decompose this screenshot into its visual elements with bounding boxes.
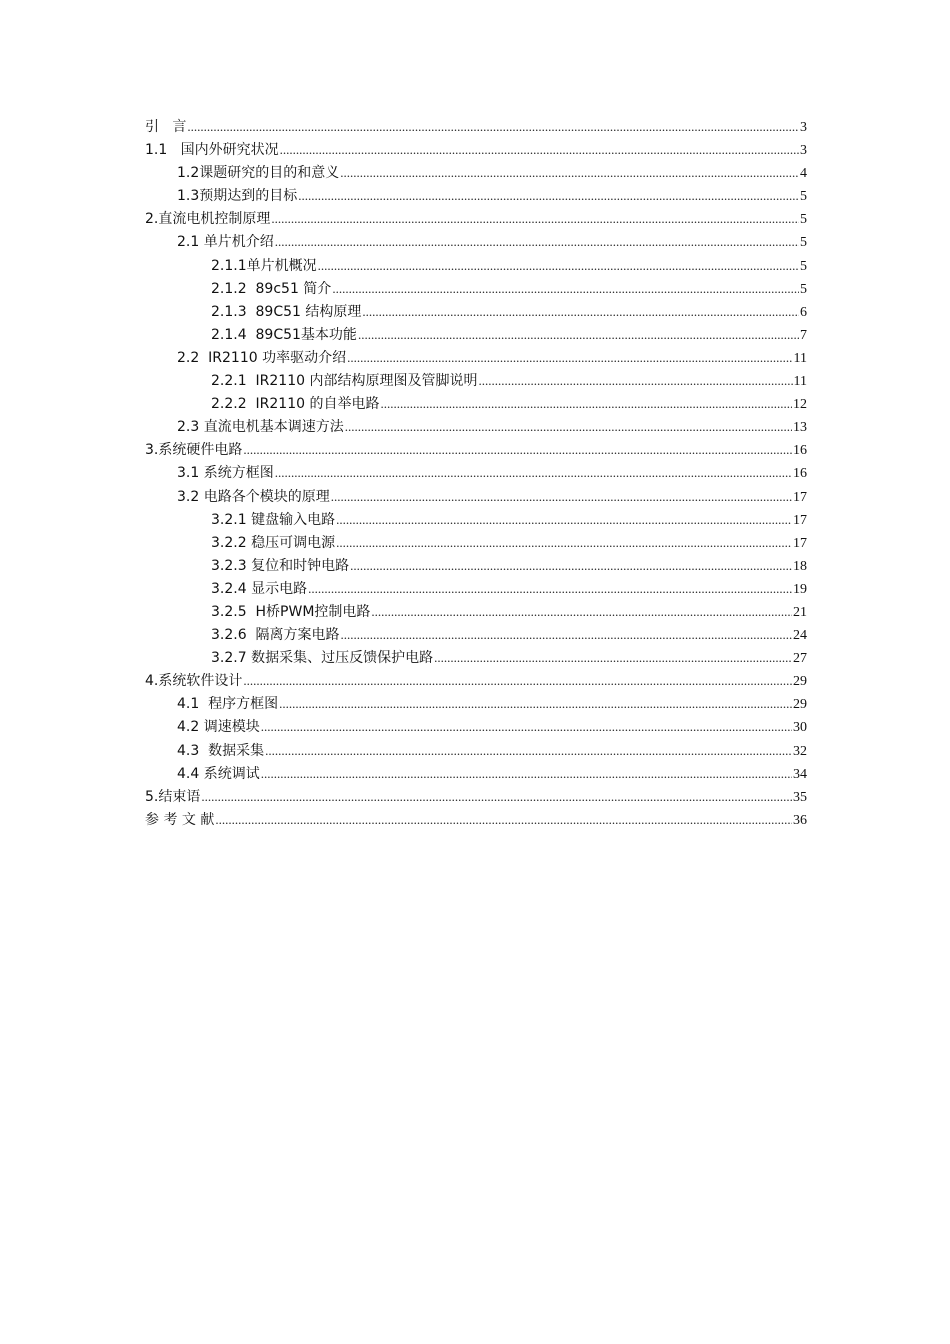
toc-dot-leader xyxy=(308,581,792,597)
toc-entry-title: 3.2.2 稳压可调电源 xyxy=(211,534,336,551)
toc-dot-leader xyxy=(380,396,792,412)
toc-dot-leader xyxy=(261,766,792,782)
toc-entry-page-number: 5 xyxy=(800,189,807,205)
toc-entry-page-number: 16 xyxy=(793,443,807,459)
toc-dot-leader xyxy=(261,719,792,735)
toc-entry[interactable] xyxy=(145,370,807,393)
toc-entry[interactable] xyxy=(145,116,807,139)
toc-entry-page-number: 17 xyxy=(793,535,807,551)
toc-entry-title: 1.2课题研究的目的和意义 xyxy=(177,165,340,182)
toc-dot-leader xyxy=(265,743,792,759)
toc-entry-title: 4.1 程序方框图 xyxy=(177,696,279,713)
toc-entry-title: 4.系统软件设计 xyxy=(145,673,243,690)
toc-dot-leader xyxy=(371,604,792,620)
toc-entry[interactable] xyxy=(145,462,807,485)
toc-entry[interactable] xyxy=(145,786,807,809)
toc-entry-title: 2.2 IR2110 功率驱动介绍 xyxy=(177,349,347,366)
toc-dot-leader xyxy=(187,119,799,135)
toc-entry-page-number: 12 xyxy=(793,397,807,413)
toc-entry-title: 2.直流电机控制原理 xyxy=(145,211,271,228)
toc-dot-leader xyxy=(340,165,799,181)
toc-dot-leader xyxy=(350,558,792,574)
toc-dot-leader xyxy=(275,234,799,250)
toc-entry-page-number: 21 xyxy=(793,604,807,620)
toc-entry-title: 3.2.5 H桥PWM控制电路 xyxy=(211,603,371,620)
toc-entry[interactable] xyxy=(145,647,807,670)
toc-entry-title: 2.2.2 IR2110 的自举电路 xyxy=(211,396,380,413)
toc-entry-title: 2.1.1单片机概况 xyxy=(211,257,317,274)
toc-entry-page-number: 5 xyxy=(800,235,807,251)
toc-dot-leader xyxy=(215,812,792,828)
toc-dot-leader xyxy=(347,350,792,366)
toc-entry-page-number: 35 xyxy=(793,789,807,805)
toc-entry-title: 1.3预期达到的目标 xyxy=(177,188,298,205)
toc-entry[interactable] xyxy=(145,255,807,278)
toc-entry[interactable] xyxy=(145,693,807,716)
toc-entry-title: 2.3 直流电机基本调速方法 xyxy=(177,419,344,436)
toc-entry-title: 3.2 电路各个模块的原理 xyxy=(177,488,330,505)
toc-dot-leader xyxy=(332,281,799,297)
toc-entry-title: 2.1.2 89c51 简介 xyxy=(211,280,332,297)
toc-entry-page-number: 17 xyxy=(793,489,807,505)
toc-entry[interactable] xyxy=(145,809,807,832)
toc-entry-page-number: 24 xyxy=(793,628,807,644)
toc-dot-leader xyxy=(280,142,799,158)
toc-entry[interactable] xyxy=(145,740,807,763)
toc-entry-page-number: 16 xyxy=(793,466,807,482)
toc-entry-page-number: 32 xyxy=(793,743,807,759)
toc-entry[interactable] xyxy=(145,185,807,208)
toc-entry-title: 4.2 调速模块 xyxy=(177,719,260,736)
toc-entry-page-number: 3 xyxy=(800,120,807,135)
toc-entry-page-number: 18 xyxy=(793,558,807,574)
toc-entry-title: 引 言 xyxy=(145,119,187,135)
toc-entry-title: 2.1.4 89C51基本功能 xyxy=(211,326,357,343)
toc-entry-page-number: 29 xyxy=(793,697,807,713)
toc-entry-page-number: 5 xyxy=(800,258,807,274)
toc-dot-leader xyxy=(341,627,792,643)
toc-entry-title: 参 考 文 献 xyxy=(145,811,215,828)
toc-entry[interactable] xyxy=(145,347,807,370)
toc-dot-leader xyxy=(243,673,792,689)
toc-entry[interactable] xyxy=(145,509,807,532)
toc-entry-title: 3.2.1 键盘输入电路 xyxy=(211,511,336,528)
toc-entry-page-number: 13 xyxy=(793,420,807,436)
toc-entry-page-number: 17 xyxy=(793,512,807,528)
toc-entry-title: 2.1.3 89C51 结构原理 xyxy=(211,303,362,320)
toc-entry-title: 5.结束语 xyxy=(145,788,201,805)
toc-entry[interactable] xyxy=(145,231,807,254)
toc-entry-title: 1.1 国内外研究状况 xyxy=(145,142,279,159)
toc-entry[interactable] xyxy=(145,763,807,786)
toc-entry-title: 2.1 单片机介绍 xyxy=(177,234,274,251)
toc-entry[interactable] xyxy=(145,324,807,347)
toc-entry-page-number: 19 xyxy=(793,581,807,597)
toc-entry-title: 3.2.4 显示电路 xyxy=(211,580,308,597)
toc-entry[interactable] xyxy=(145,416,807,439)
toc-entry-title: 3.1 系统方框图 xyxy=(177,465,274,482)
toc-dot-leader xyxy=(336,512,792,528)
toc-entry-page-number: 36 xyxy=(793,812,807,828)
toc-dot-leader xyxy=(279,696,792,712)
toc-dot-leader xyxy=(478,373,792,389)
toc-entry-page-number: 4 xyxy=(800,166,807,182)
toc-dot-leader xyxy=(318,258,799,274)
toc-entry[interactable] xyxy=(145,301,807,324)
toc-entry-page-number: 7 xyxy=(800,327,807,343)
toc-dot-leader xyxy=(298,188,799,204)
toc-entry[interactable] xyxy=(145,601,807,624)
toc-entry-page-number: 6 xyxy=(800,304,807,320)
toc-entry[interactable] xyxy=(145,439,807,462)
toc-entry[interactable] xyxy=(145,578,807,601)
toc-entry-title: 3.2.3 复位和时钟电路 xyxy=(211,557,350,574)
toc-entry-page-number: 5 xyxy=(800,281,807,297)
toc-entry-title: 4.3 数据采集 xyxy=(177,742,265,759)
toc-entry-page-number: 5 xyxy=(800,212,807,228)
toc-dot-leader xyxy=(345,419,792,435)
toc-dot-leader xyxy=(243,442,792,458)
toc-dot-leader xyxy=(434,650,792,666)
toc-entry[interactable] xyxy=(145,670,807,693)
toc-entry[interactable] xyxy=(145,393,807,416)
toc-dot-leader xyxy=(271,211,799,227)
toc-dot-leader xyxy=(201,789,792,805)
toc-entry-page-number: 3 xyxy=(800,143,807,159)
toc-entry[interactable] xyxy=(145,532,807,555)
toc-entry[interactable] xyxy=(145,139,807,162)
toc-entry-title: 3.2.6 隔离方案电路 xyxy=(211,627,340,644)
toc-entry[interactable] xyxy=(145,278,807,301)
toc-entry-page-number: 34 xyxy=(793,766,807,782)
toc-dot-leader xyxy=(362,304,799,320)
toc-dot-leader xyxy=(331,489,792,505)
toc-entry[interactable] xyxy=(145,208,807,231)
toc-entry[interactable] xyxy=(145,162,807,185)
toc-entry[interactable] xyxy=(145,486,807,509)
table-of-contents xyxy=(145,116,807,832)
toc-entry-page-number: 11 xyxy=(793,374,807,390)
toc-entry-page-number: 27 xyxy=(793,651,807,667)
toc-entry-title: 3.系统硬件电路 xyxy=(145,442,243,459)
toc-entry-page-number: 30 xyxy=(793,720,807,736)
toc-entry-page-number: 29 xyxy=(793,674,807,690)
toc-entry-page-number: 11 xyxy=(793,350,807,366)
toc-entry[interactable] xyxy=(145,716,807,739)
toc-entry-title: 3.2.7 数据采集、过压反馈保护电路 xyxy=(211,650,434,667)
toc-entry[interactable] xyxy=(145,555,807,578)
toc-entry-title: 4.4 系统调试 xyxy=(177,765,260,782)
toc-dot-leader xyxy=(275,465,792,481)
toc-entry[interactable] xyxy=(145,624,807,647)
toc-dot-leader xyxy=(358,327,799,343)
toc-dot-leader xyxy=(336,535,792,551)
toc-entry-title: 2.2.1 IR2110 内部结构原理图及管脚说明 xyxy=(211,373,478,390)
